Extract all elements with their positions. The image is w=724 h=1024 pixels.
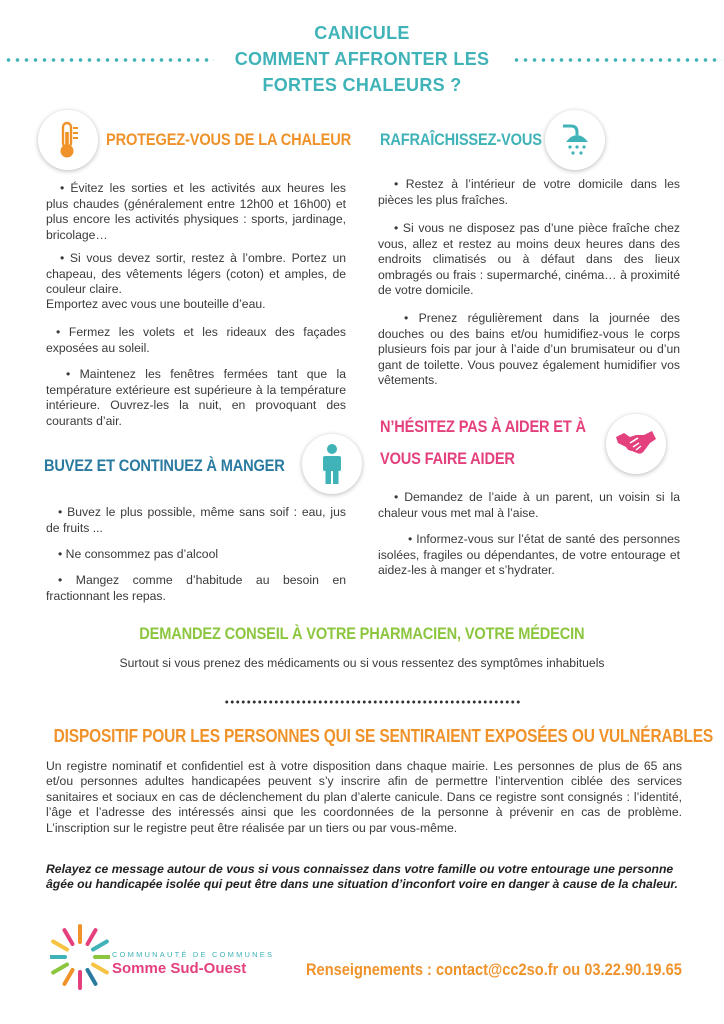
section-title-help-line1: N’HÉSITEZ PAS À AIDER ET À bbox=[380, 417, 586, 436]
section-title-protect: PROTEGEZ-VOUS DE LA CHALEUR bbox=[106, 130, 351, 149]
protect-item-3: • Fermez les volets et les rideaux des façades exposées au soleil. bbox=[46, 325, 346, 355]
refresh-item-3: • Prenez régulièrement dans la journée des douches ou des bains et/ou humidifiez-vous le corps plusieurs fois par jour à l’aide d’un brumisateur ou d’un gant de toilette. Vous pouvez également humidifier vos vêtements. bbox=[378, 311, 680, 388]
logo-line2: Somme Sud-Ouest bbox=[112, 960, 247, 977]
person-icon bbox=[302, 434, 362, 494]
separator-dots bbox=[224, 700, 520, 704]
drink-item-1: • Buvez le plus possible, même sans soif : eau, jus de fruits ... bbox=[46, 505, 346, 535]
page-title-line2: COMMENT AFFRONTER LES bbox=[234, 49, 490, 69]
advice-title-wrap bbox=[0, 624, 724, 644]
shower-icon bbox=[545, 110, 605, 170]
protect-item-2: • Si vous devez sortir, restez à l’ombre. Portez un chapeau, des vêtements légers (coton) et amples, de couleur claire. bbox=[46, 251, 346, 297]
advice-text: Surtout si vous prenez des médicaments ou si vous ressentez des symptômes inhabituels bbox=[119, 656, 605, 670]
drink-item-2: • Ne consommez pas d’alcool bbox=[58, 547, 219, 561]
relay-message: Relayez ce message autour de vous si vous connaissez dans votre famille ou votre entourage une personne âgée ou handicapée isolée qui peut être dans une situation d’inconfort voire en danger à cause de la chaleur. bbox=[46, 862, 678, 892]
advice-title: DEMANDEZ CONSEIL À VOTRE PHARMACIEN, VOTRE MÉDECIN bbox=[139, 624, 585, 643]
help-item-1: • Demandez de l’aide à un parent, un voisin si la chaleur vous met mal à l’aise. bbox=[378, 490, 680, 520]
drink-item-3: • Mangez comme d’habitude au besoin en fractionnant les repas. bbox=[46, 573, 346, 603]
refresh-item-2: • Si vous ne disposez pas d’une pièce fraîche chez vous, allez et restez au moins deux heures dans des endroits climatisés ou à défaut dans des lieux ombragés ou frais : supermarché, cinéma… à proximité de votre domicile. bbox=[378, 221, 680, 298]
refresh-item-1: • Restez à l’intérieur de votre domicile dans les pièces les plus fraîches. bbox=[378, 177, 680, 207]
page-title-line3: FORTES CHALEURS ? bbox=[262, 75, 462, 95]
register-text: Un registre nominatif et confidentiel est à votre disposition dans chaque mairie. Les personnes de plus de 65 ans et/ou personnes adultes handicapées peuvent s’y inscrire afin de permettre l’intervention ciblée des services sanitaires et sociaux en cas de déclenchement du plan d’alerte canicule. Dans ce registre sont consignés : l’identité, l’âge et l’adresse des intéressés ainsi que les coordonnées de la personne à prévenir en cas de problème. L’inscription sur le registre peut être réalisée par un tiers ou par vous-même. bbox=[46, 759, 682, 835]
section-title-refresh: RAFRAÎCHISSEZ-VOUS bbox=[380, 130, 542, 149]
contact-info: Renseignements : contact@cc2so.fr ou 03.22.90.19.65 bbox=[306, 960, 682, 979]
protect-item-2b: Emportez avec vous une bouteille d’eau. bbox=[46, 297, 266, 311]
register-title-wrap bbox=[0, 726, 724, 747]
title-dots-right bbox=[512, 58, 722, 62]
protect-item-1: • Évitez les sorties et les activités aux heures les plus chaudes (généralement entre 12h00 et 16h00) et plus encore les activités physiques : sports, jardinage, bricolage… bbox=[46, 181, 346, 242]
section-title-drink: BUVEZ ET CONTINUEZ À MANGER bbox=[44, 456, 285, 475]
logo-line1: COMMUNAUTÉ DE COMMUNES bbox=[112, 950, 275, 959]
section-title-help-line2: VOUS FAIRE AIDER bbox=[380, 449, 515, 468]
help-item-2: • Informez-vous sur l’état de santé des personnes isolées, fragiles ou dépendantes, de votre entourage et aidez-les à manger et s’hydrater. bbox=[378, 532, 680, 578]
protect-item-4: • Maintenez les fenêtres fermées tant que la température extérieure est supérieure à la température intérieure. Ouvrez-les la nuit, en provoquant des courants d’air. bbox=[46, 367, 346, 428]
page-title-line1: CANICULE bbox=[314, 23, 410, 43]
thermometer-icon bbox=[38, 110, 98, 170]
register-title: DISPOSITIF POUR LES PERSONNES QUI SE SENTIRAIENT EXPOSÉES OU VULNÉRABLES bbox=[53, 726, 714, 746]
logo-sunburst-icon bbox=[50, 922, 110, 992]
handshake-icon bbox=[606, 414, 666, 474]
